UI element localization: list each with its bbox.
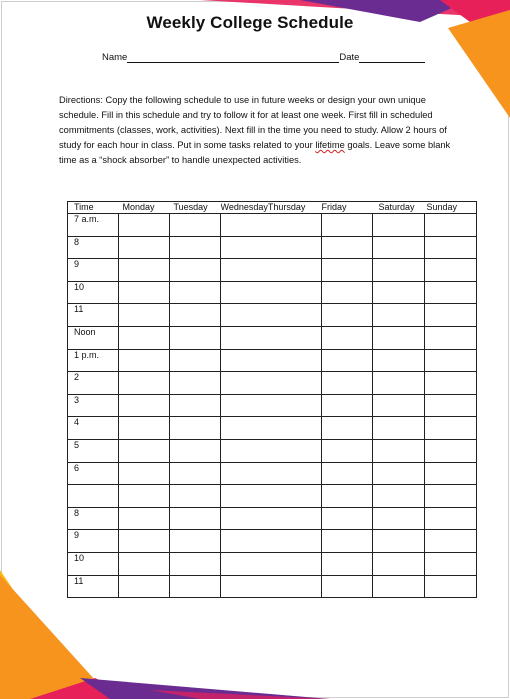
time-slot-label: 1 p.m. bbox=[68, 349, 119, 372]
time-slot-label: 11 bbox=[68, 575, 119, 598]
schedule-cell[interactable] bbox=[170, 304, 221, 327]
header-tuesday: Tuesday bbox=[170, 202, 221, 214]
schedule-cell[interactable] bbox=[322, 349, 373, 372]
schedule-cell[interactable] bbox=[221, 439, 322, 462]
schedule-cell[interactable] bbox=[322, 372, 373, 395]
schedule-row bbox=[68, 304, 477, 327]
schedule-cell[interactable] bbox=[170, 417, 221, 440]
schedule-cell[interactable] bbox=[373, 372, 425, 395]
schedule-cell[interactable] bbox=[170, 552, 221, 575]
schedule-cell[interactable] bbox=[373, 439, 425, 462]
time-slot-label bbox=[68, 485, 119, 508]
schedule-cell[interactable] bbox=[373, 462, 425, 485]
schedule-cell[interactable] bbox=[322, 417, 373, 440]
schedule-cell[interactable] bbox=[221, 507, 322, 530]
schedule-row bbox=[68, 530, 477, 553]
schedule-cell[interactable] bbox=[425, 304, 477, 327]
schedule-cell[interactable] bbox=[119, 507, 170, 530]
schedule-cell[interactable] bbox=[373, 485, 425, 508]
schedule-cell[interactable] bbox=[119, 575, 170, 598]
schedule-cell[interactable] bbox=[119, 259, 170, 282]
schedule-body bbox=[68, 214, 477, 598]
schedule-cell[interactable] bbox=[373, 394, 425, 417]
directions-text-before: Directions: Copy the following schedule to use in future weeks or design your own unique schedule. Fill in this schedule and try to follow it for at least one week. First fill in scheduled commitments (classes, work, activities). Next fill in the time you need to study. Allow 2 hours of study for each hour in class. Put in some tasks related to your bbox=[59, 95, 447, 150]
schedule-cell[interactable] bbox=[322, 259, 373, 282]
schedule-cell[interactable] bbox=[221, 236, 322, 259]
time-slot-label: 6 bbox=[68, 462, 119, 485]
schedule-cell[interactable] bbox=[221, 394, 322, 417]
schedule-cell[interactable] bbox=[170, 575, 221, 598]
schedule-cell[interactable] bbox=[322, 214, 373, 237]
schedule-cell[interactable] bbox=[221, 552, 322, 575]
schedule-cell[interactable] bbox=[425, 530, 477, 553]
schedule-row bbox=[68, 507, 477, 530]
schedule-cell[interactable] bbox=[119, 394, 170, 417]
schedule-cell[interactable] bbox=[221, 417, 322, 440]
schedule-cell[interactable] bbox=[322, 439, 373, 462]
schedule-cell[interactable] bbox=[425, 326, 477, 349]
schedule-cell[interactable] bbox=[119, 462, 170, 485]
time-slot-label: 9 bbox=[68, 530, 119, 553]
schedule-row bbox=[68, 394, 477, 417]
schedule-cell[interactable] bbox=[119, 485, 170, 508]
time-slot-label: 10 bbox=[68, 281, 119, 304]
schedule-cell[interactable] bbox=[170, 349, 221, 372]
schedule-cell[interactable] bbox=[425, 259, 477, 282]
schedule-cell[interactable] bbox=[170, 236, 221, 259]
time-slot-label: 3 bbox=[68, 394, 119, 417]
schedule-cell[interactable] bbox=[170, 462, 221, 485]
schedule-cell[interactable] bbox=[119, 236, 170, 259]
schedule-cell[interactable] bbox=[322, 575, 373, 598]
schedule-cell[interactable] bbox=[425, 462, 477, 485]
schedule-cell[interactable] bbox=[221, 349, 322, 372]
schedule-cell[interactable] bbox=[170, 372, 221, 395]
time-slot-label: 8 bbox=[68, 236, 119, 259]
schedule-cell[interactable] bbox=[425, 485, 477, 508]
schedule-cell[interactable] bbox=[373, 281, 425, 304]
schedule-header-row bbox=[68, 202, 477, 214]
schedule-cell[interactable] bbox=[322, 552, 373, 575]
schedule-cell[interactable] bbox=[425, 394, 477, 417]
schedule-cell[interactable] bbox=[373, 417, 425, 440]
schedule-cell[interactable] bbox=[425, 236, 477, 259]
date-field[interactable] bbox=[359, 52, 425, 63]
schedule-cell[interactable] bbox=[221, 462, 322, 485]
schedule-cell[interactable] bbox=[170, 394, 221, 417]
schedule-cell[interactable] bbox=[221, 281, 322, 304]
schedule-cell[interactable] bbox=[373, 575, 425, 598]
time-slot-label: 11 bbox=[68, 304, 119, 327]
schedule-row bbox=[68, 236, 477, 259]
schedule-cell[interactable] bbox=[221, 372, 322, 395]
schedule-cell[interactable] bbox=[373, 236, 425, 259]
schedule-cell[interactable] bbox=[221, 485, 322, 508]
schedule-row bbox=[68, 575, 477, 598]
schedule-cell[interactable] bbox=[170, 530, 221, 553]
schedule-cell[interactable] bbox=[322, 326, 373, 349]
schedule-cell[interactable] bbox=[425, 372, 477, 395]
schedule-cell[interactable] bbox=[425, 552, 477, 575]
schedule-row bbox=[68, 281, 477, 304]
schedule-cell[interactable] bbox=[322, 236, 373, 259]
schedule-row bbox=[68, 326, 477, 349]
schedule-cell[interactable] bbox=[170, 214, 221, 237]
schedule-cell[interactable] bbox=[221, 304, 322, 327]
time-slot-label: 7 a.m. bbox=[68, 214, 119, 237]
time-slot-label: 5 bbox=[68, 439, 119, 462]
schedule-cell[interactable] bbox=[425, 281, 477, 304]
schedule-cell[interactable] bbox=[322, 485, 373, 508]
schedule-cell[interactable] bbox=[373, 530, 425, 553]
schedule-cell[interactable] bbox=[221, 530, 322, 553]
schedule-row bbox=[68, 259, 477, 282]
header-thursday: Thursday bbox=[267, 202, 306, 212]
schedule-row bbox=[68, 417, 477, 440]
name-field[interactable] bbox=[127, 52, 339, 63]
schedule-cell[interactable] bbox=[373, 507, 425, 530]
schedule-row bbox=[68, 552, 477, 575]
page-title: Weekly College Schedule bbox=[146, 13, 354, 32]
schedule-cell[interactable] bbox=[170, 326, 221, 349]
schedule-cell[interactable] bbox=[425, 214, 477, 237]
schedule-cell[interactable] bbox=[322, 530, 373, 553]
header-wednesday: Wednesday bbox=[220, 202, 268, 212]
schedule-row bbox=[68, 349, 477, 372]
schedule-row bbox=[68, 439, 477, 462]
schedule-cell[interactable] bbox=[119, 281, 170, 304]
schedule-cell[interactable] bbox=[119, 304, 170, 327]
schedule-cell[interactable] bbox=[425, 417, 477, 440]
schedule-cell[interactable] bbox=[425, 439, 477, 462]
schedule-cell[interactable] bbox=[221, 214, 322, 237]
schedule-cell[interactable] bbox=[119, 530, 170, 553]
schedule-cell[interactable] bbox=[119, 552, 170, 575]
schedule-row bbox=[68, 462, 477, 485]
header-friday: Friday bbox=[322, 202, 373, 214]
header-sunday: Sunday bbox=[425, 202, 477, 214]
schedule-cell[interactable] bbox=[119, 372, 170, 395]
schedule-cell[interactable] bbox=[373, 349, 425, 372]
schedule-table bbox=[67, 201, 477, 598]
schedule-cell[interactable] bbox=[322, 507, 373, 530]
header-monday: Monday bbox=[119, 202, 170, 214]
schedule-cell[interactable] bbox=[373, 552, 425, 575]
time-slot-label: 8 bbox=[68, 507, 119, 530]
schedule-cell[interactable] bbox=[170, 281, 221, 304]
schedule-cell[interactable] bbox=[170, 259, 221, 282]
schedule-row bbox=[68, 214, 477, 237]
schedule-cell[interactable] bbox=[425, 507, 477, 530]
time-slot-label: Noon bbox=[68, 326, 119, 349]
schedule-cell[interactable] bbox=[221, 326, 322, 349]
schedule-cell[interactable] bbox=[322, 462, 373, 485]
schedule-cell[interactable] bbox=[373, 326, 425, 349]
time-slot-label: 9 bbox=[68, 259, 119, 282]
schedule-cell[interactable] bbox=[322, 394, 373, 417]
schedule-cell[interactable] bbox=[425, 349, 477, 372]
schedule-cell[interactable] bbox=[170, 485, 221, 508]
directions-text-after: goals. Leave some blank time as a “shock absorber” to handle unexpected activities. bbox=[59, 140, 451, 165]
name-label: Name bbox=[102, 52, 128, 63]
time-slot-label: 4 bbox=[68, 417, 119, 440]
header-saturday: Saturday bbox=[373, 202, 425, 214]
directions-paragraph bbox=[59, 93, 454, 168]
schedule-cell[interactable] bbox=[373, 259, 425, 282]
schedule-cell[interactable] bbox=[119, 417, 170, 440]
header-time: Time bbox=[68, 202, 119, 214]
schedule-row bbox=[68, 485, 477, 508]
schedule-cell[interactable] bbox=[170, 507, 221, 530]
schedule-cell[interactable] bbox=[119, 214, 170, 237]
schedule-row bbox=[68, 372, 477, 395]
schedule-cell[interactable] bbox=[119, 349, 170, 372]
schedule-cell[interactable] bbox=[170, 439, 221, 462]
time-slot-label: 10 bbox=[68, 552, 119, 575]
schedule-cell[interactable] bbox=[119, 326, 170, 349]
header-wednesday-thursday bbox=[221, 202, 322, 214]
name-date-line bbox=[102, 52, 425, 63]
date-label: Date bbox=[339, 52, 360, 63]
schedule-cell[interactable] bbox=[373, 304, 425, 327]
schedule-cell[interactable] bbox=[221, 575, 322, 598]
directions-flagged-word: lifetime bbox=[315, 140, 345, 150]
schedule-cell[interactable] bbox=[425, 575, 477, 598]
schedule-cell[interactable] bbox=[322, 281, 373, 304]
schedule-cell[interactable] bbox=[322, 304, 373, 327]
time-slot-label: 2 bbox=[68, 372, 119, 395]
schedule-cell[interactable] bbox=[221, 259, 322, 282]
schedule-cell[interactable] bbox=[373, 214, 425, 237]
schedule-cell[interactable] bbox=[119, 439, 170, 462]
